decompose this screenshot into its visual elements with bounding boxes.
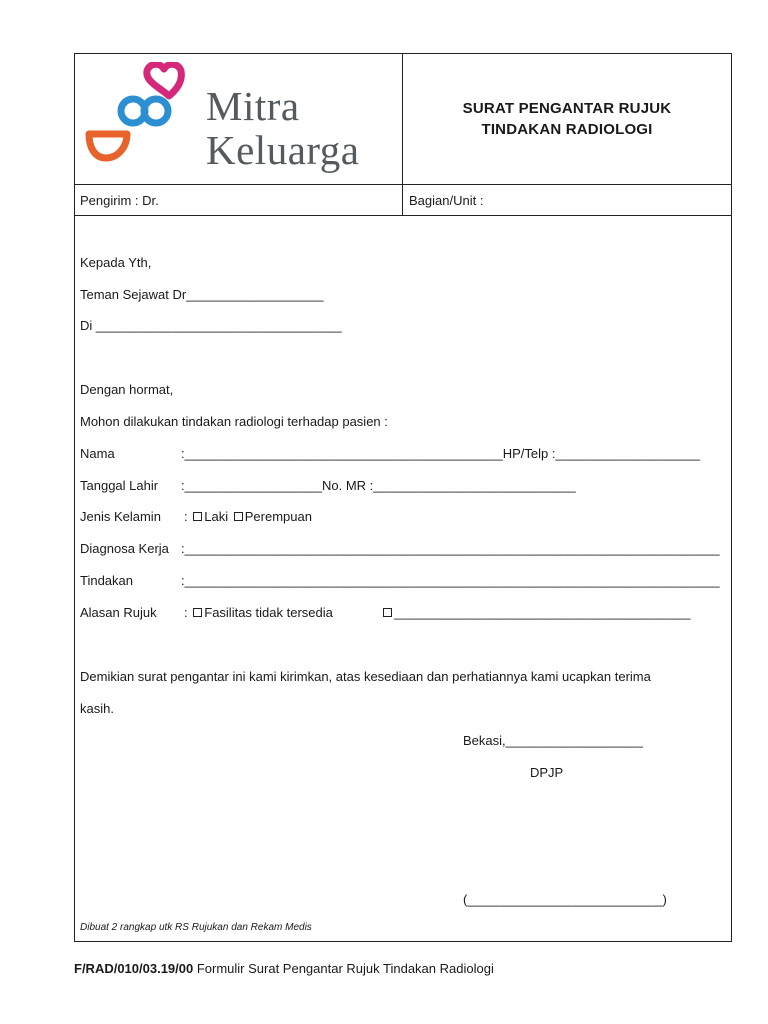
checkbox-perempuan[interactable] bbox=[234, 512, 243, 521]
referral-form bbox=[74, 53, 732, 942]
diagnosis-field[interactable]: :__________________________________________________________________________ bbox=[181, 541, 720, 556]
mitra-keluarga-logo-icon bbox=[81, 62, 206, 172]
request-text: Mohon dilakukan tindakan radiologi terhadap pasien : bbox=[80, 414, 388, 429]
greeting-text: Dengan hormat, bbox=[80, 382, 174, 397]
diagnosis-label: Diagnosa Kerja bbox=[80, 541, 169, 556]
reason-label: Alasan Rujuk bbox=[80, 605, 157, 620]
document-code bbox=[74, 961, 494, 976]
document-code-title: Formulir Surat Pengantar Rujuk Tindakan Radiologi bbox=[193, 961, 494, 976]
gender-opt-laki: Laki bbox=[204, 509, 229, 524]
gender-colon: : bbox=[184, 509, 188, 524]
copies-note: Dibuat 2 rangkap utk RS Rujukan dan Rekam Medis bbox=[80, 922, 312, 933]
sender-field[interactable]: Pengirim : Dr. bbox=[75, 185, 403, 216]
reason-options bbox=[184, 605, 333, 621]
dob-label: Tanggal Lahir bbox=[80, 478, 159, 493]
action-field[interactable]: :__________________________________________________________________________ bbox=[181, 573, 720, 588]
place-date-field[interactable]: Bekasi,___________________ bbox=[463, 733, 644, 748]
logo-cell bbox=[75, 54, 403, 185]
document-code-number: F/RAD/010/03.19/00 bbox=[74, 961, 194, 976]
form-title-line-1: SURAT PENGANTAR RUJUK bbox=[462, 100, 672, 117]
checkbox-facility-unavailable[interactable] bbox=[193, 608, 202, 617]
gender-opt-perempuan: Perempuan bbox=[244, 509, 312, 524]
reason-colon: : bbox=[184, 605, 188, 620]
location-field[interactable]: Di __________________________________ bbox=[80, 318, 342, 333]
unit-field[interactable]: Bagian/Unit : bbox=[403, 185, 731, 216]
form-title bbox=[403, 54, 731, 185]
addressee-text: Kepada Yth, bbox=[80, 255, 152, 270]
reason-other bbox=[383, 605, 690, 621]
brand-line-1: Mitra bbox=[206, 83, 300, 129]
checkbox-other-reason[interactable] bbox=[383, 608, 392, 617]
form-title-line-2: TINDAKAN RADIOLOGI bbox=[481, 121, 653, 138]
gender-options bbox=[184, 509, 312, 525]
reason-other-field[interactable]: _________________________________________ bbox=[394, 605, 691, 620]
reason-opt-facility: Fasilitas tidak tersedia bbox=[204, 605, 333, 620]
action-label: Tindakan bbox=[80, 573, 133, 588]
gender-label: Jenis Kelamin bbox=[80, 509, 161, 524]
checkbox-laki[interactable] bbox=[193, 512, 202, 521]
dob-field[interactable]: :___________________No. MR :____________________________ bbox=[181, 478, 576, 493]
brand-line-2: Keluarga bbox=[206, 127, 360, 173]
name-label: Nama bbox=[80, 446, 115, 461]
closing-paragraph-1: Demikian surat pengantar ini kami kirimkan, atas kesediaan dan perhatiannya kami ucapkan terima bbox=[80, 669, 651, 684]
colleague-field[interactable]: Teman Sejawat Dr___________________ bbox=[80, 287, 324, 302]
name-field[interactable]: :____________________________________________HP/Telp :____________________ bbox=[181, 446, 701, 461]
signer-role: DPJP bbox=[530, 765, 564, 780]
closing-paragraph-2: kasih. bbox=[80, 701, 114, 716]
signer-name-field[interactable]: (___________________________) bbox=[463, 892, 667, 907]
